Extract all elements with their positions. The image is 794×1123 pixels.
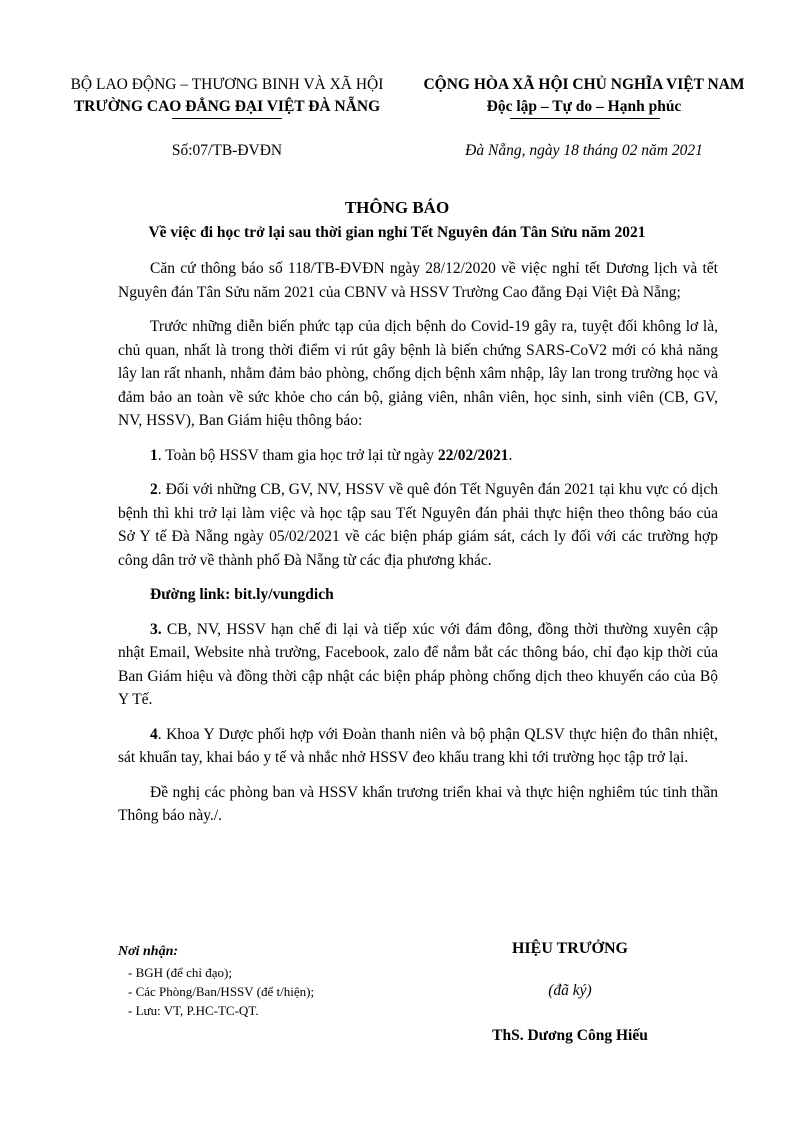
notice-body bbox=[118, 257, 718, 839]
republic-title: CỘNG HÒA XÃ HỘI CHỦ NGHĨA VIỆT NAM bbox=[423, 76, 745, 93]
national-motto: Độc lập – Tự do – Hạnh phúc bbox=[486, 98, 682, 115]
recipients-block bbox=[118, 942, 418, 1020]
issuer-underline bbox=[172, 118, 282, 119]
recipient-item: - Lưu: VT, P.HC-TC-QT. bbox=[128, 1003, 259, 1018]
item-2-text: . Đối với những CB, GV, NV, HSSV về quê đón Tết Nguyên đán 2021 tại khu vực có dịch bệnh thì khi trở lại làm việc và học tập sau Tết Nguyên đán phải thực hiện theo thông báo của Sở Y tế Đà Nẵng ngày 05/02/2021 về các biện pháp giám sát, cách ly đối với các trường hợp công dân trở về thành phố Đà Nẵng từ các địa phương khác. bbox=[118, 481, 718, 569]
item-3-number: 3. bbox=[150, 620, 162, 638]
recipient-item: - Các Phòng/Ban/HSSV (để t/hiện); bbox=[128, 984, 315, 999]
school-name: TRƯỜNG CAO ĐẲNG ĐẠI VIỆT ĐÀ NẴNG bbox=[73, 98, 381, 115]
document-number: Số:07/TB-ĐVĐN bbox=[171, 142, 283, 159]
item-2-number: 2 bbox=[150, 481, 158, 498]
notice-subtitle: Về việc đi học trở lại sau thời gian nghỉ Tết Nguyên đán Tân Sửu năm 2021 bbox=[148, 224, 646, 241]
issuer-block bbox=[62, 74, 392, 118]
recipient-item: - BGH (để chỉ đạo); bbox=[128, 965, 232, 980]
closing-paragraph: Đề nghị các phòng ban và HSSV khẩn trương triển khai và thực hiện nghiêm túc tinh thần Thông báo này./. bbox=[118, 783, 718, 824]
item-4 bbox=[118, 723, 718, 770]
item-3-text: CB, NV, HSSV hạn chế đi lại và tiếp xúc với đám đông, đồng thời thường xuyên cập nhật Email, Website nhà trường, Facebook, zalo để nắm bắt các thông báo, chỉ đạo kịp thời của Ban Giám hiệu và đồng thời cập nhật các biện pháp phòng chống dịch theo khuyến cáo của Bộ Y Tế. bbox=[118, 620, 718, 708]
place-date: Đà Nẵng, ngày 18 tháng 02 năm 2021 bbox=[465, 142, 703, 159]
signer-role: HIỆU TRƯỞNG bbox=[511, 940, 628, 957]
motto-underline bbox=[510, 118, 660, 119]
item-1-end: . bbox=[508, 446, 513, 464]
item-4-text: . Khoa Y Dược phối hợp với Đoàn thanh niên và bộ phận QLSV thực hiện đo thân nhiệt, sát khuẩn tay, khai báo y tế và nhắc nhở HSSV đeo khẩu trang khi tới trường học tập trở lại. bbox=[118, 725, 718, 766]
recipients-heading: Nơi nhận: bbox=[118, 944, 179, 959]
signer-name: ThS. Dương Công Hiếu bbox=[492, 1027, 648, 1044]
national-title-block bbox=[405, 74, 763, 118]
ministry-name: BỘ LAO ĐỘNG – THƯƠNG BINH VÀ XÃ HỘI bbox=[70, 76, 384, 93]
paragraph-basis: Căn cứ thông báo số 118/TB-ĐVĐN ngày 28/12/2020 về việc nghỉ tết Dương lịch và tết Nguyên đán Tân Sửu năm 2021 của CBNV và HSSV Trường Cao đẳng Đại Việt Đà Nẵng; bbox=[118, 260, 718, 301]
item-3 bbox=[118, 618, 718, 712]
item-1-date: 22/02/2021 bbox=[437, 446, 509, 464]
item-4-number: 4 bbox=[150, 725, 158, 743]
paragraph-context: Trước những diễn biến phức tạp của dịch bệnh do Covid-19 gây ra, tuyệt đối không lơ là, chủ quan, nhất là trong thời điểm vi rút gây bệnh là biến chứng SARS-CoV2 mới có khả năng lây lan rất nhanh, nhằm đảm bảo phòng, chống dịch bệnh xâm nhập, lây lan trong trường học và đảm bảo an toàn về sức khỏe cho cán bộ, giảng viên, nhân viên, học sinh, sinh viên (CB, GV, NV, HSSV), Ban Giám hiệu thông báo: bbox=[118, 318, 718, 429]
item-1-text: . Toàn bộ HSSV tham gia học trở lại từ ngày bbox=[157, 446, 438, 464]
notice-title: THÔNG BÁO bbox=[344, 198, 450, 217]
item-1-number: 1 bbox=[150, 446, 158, 464]
signature-block bbox=[470, 940, 670, 1045]
signature-status: (đã ký) bbox=[548, 982, 592, 999]
item-1 bbox=[118, 444, 718, 468]
item-2 bbox=[118, 478, 718, 572]
reference-link[interactable]: Đường link: bit.ly/vungdich bbox=[150, 586, 334, 603]
